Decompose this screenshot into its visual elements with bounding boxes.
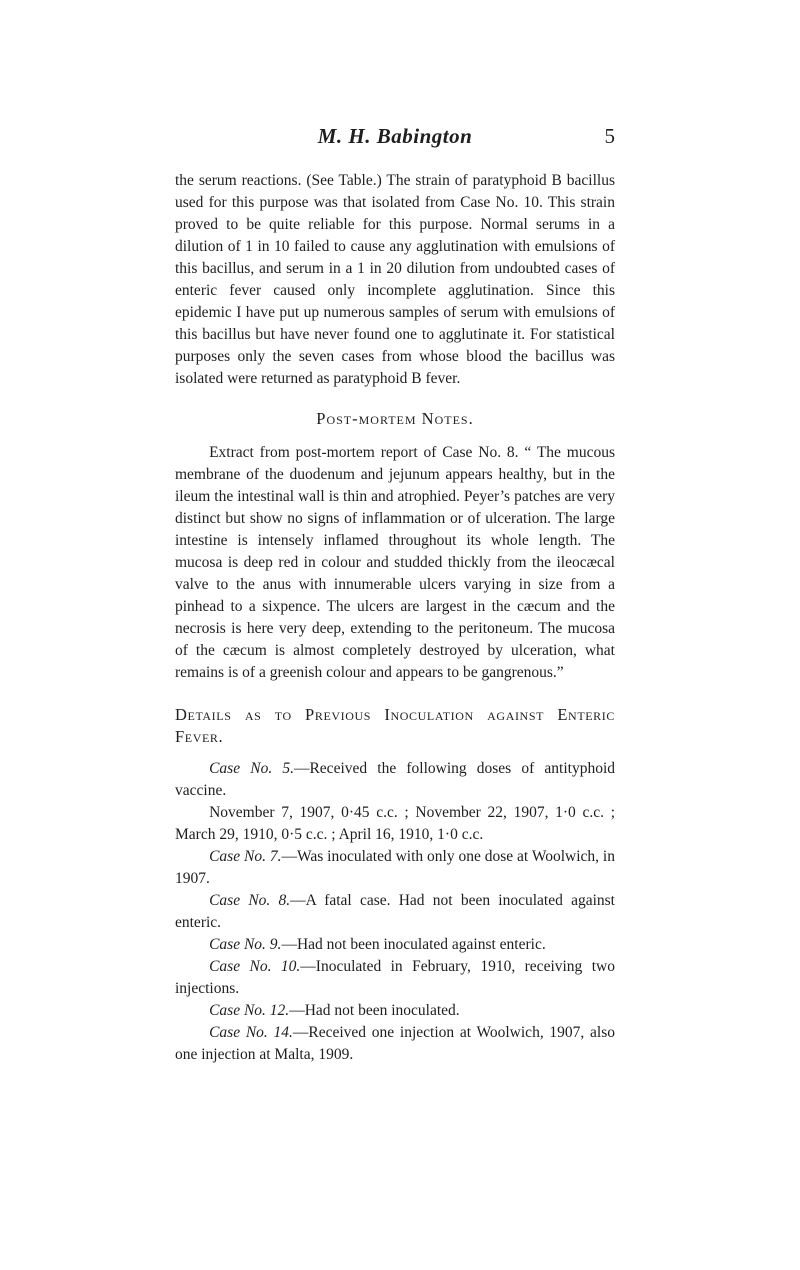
case-text: —A fatal case. Had not been inoculated against enteric. (175, 892, 615, 931)
case-label: Case No. 8. (209, 892, 291, 909)
case-entry (175, 956, 615, 1000)
running-head: M. H. Babington (317, 124, 473, 148)
case-label: Case No. 5. (209, 760, 294, 777)
page-number: 5 (604, 124, 615, 148)
heading-post-mortem-notes: Post-mortem Notes. (316, 409, 474, 428)
case-label: Case No. 9. (209, 936, 282, 953)
case-text: —Was inoculated with only one dose at Woolwich, in 1907. (175, 848, 615, 887)
case-text: —Received one injection at Woolwich, 1907, also one injection at Malta, 1909. (175, 1024, 615, 1063)
case-label: Case No. 10. (209, 958, 301, 975)
body-text (175, 170, 615, 1066)
case-label: Case No. 7. (209, 848, 282, 865)
case-text: November 7, 1907, 0·45 c.c. ; November 22, 1907, 1·0 c.c. ; March 29, 1910, 0·5 c.c. ; April 16, 1910, 1·0 c.c. (175, 804, 615, 843)
case-entry (175, 1022, 615, 1066)
case-label: Case No. 14. (209, 1024, 293, 1041)
case-entry (175, 802, 615, 846)
case-entry (175, 758, 615, 802)
case-text: —Had not been inoculated against enteric. (281, 936, 546, 953)
case-text: —Inoculated in February, 1910, receiving two injections. (175, 958, 615, 997)
case-text: —Had not been inoculated. (289, 1002, 460, 1019)
case-text: —Received the following doses of antityphoid vaccine. (175, 760, 615, 799)
page-header (175, 124, 615, 154)
case-entry (175, 1000, 615, 1022)
case-entry (175, 934, 615, 956)
case-entry (175, 846, 615, 890)
paragraph-serum-reactions: the serum reactions. (See Table.) The strain of paratyphoid B bacillus used for this purpose was that isolated from Case No. 10. This strain proved to be quite reliable for this purpose. Normal serums in a dilution of 1 in 10 failed to cause any agglutination with emulsions of this bacillus, and serum in a 1 in 20 dilution from undoubted cases of enteric fever caused only incomplete agglutination. Since this epidemic I have put up numerous samples of serum with emulsions of this bacillus but have never found one to agglutinate it. For statistical purposes only the seven cases from whose blood the bacillus was isolated were returned as paratyphoid B fever. (175, 172, 615, 387)
paragraph-post-mortem-extract: Extract from post-mortem report of Case No. 8. “ The mucous membrane of the duodenum and jejunum appears healthy, but in the ileum the intestinal wall is thin and atrophied. Peyer’s patches are very distinct but show no signs of inflammation or of ulceration. The large intestine is intensely inflamed throughout its whole length. The mucosa is deep red in colour and studded thickly from the ileocæcal valve to the anus with innumerable ulcers varying in size from a pinhead to a sixpence. The ulcers are largest in the cæcum and the necrosis is here very deep, extending to the peritoneum. The mucosa of the cæcum is almost completely destroyed by ulceration, what remains is of a greenish colour and appears to be gangrenous.” (175, 444, 615, 681)
case-entry (175, 890, 615, 934)
heading-inoculation-details: Details as to Previous Inoculation against Enteric Fever. (175, 705, 615, 746)
case-label: Case No. 12. (209, 1002, 290, 1019)
